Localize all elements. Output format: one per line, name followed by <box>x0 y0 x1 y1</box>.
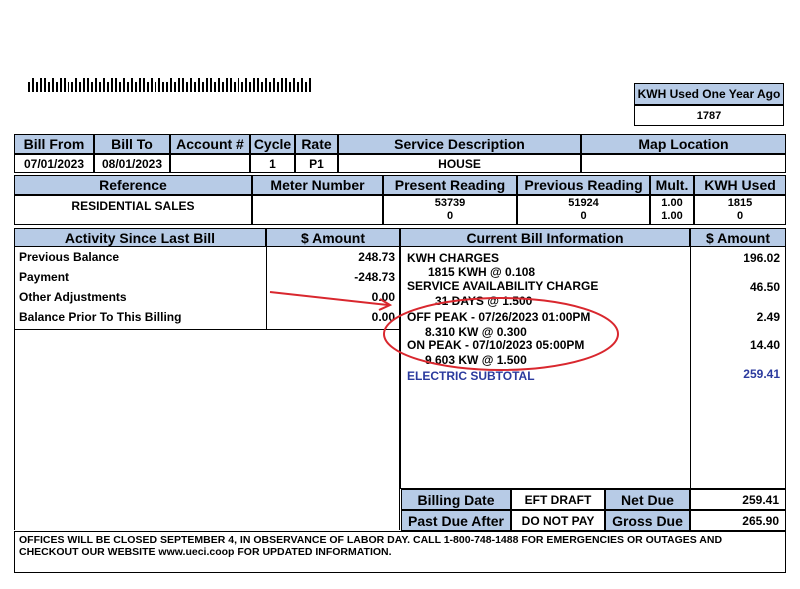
gross-due-value: 265.90 <box>690 510 786 531</box>
gross-due-label: Gross Due <box>605 510 690 531</box>
notice-text: OFFICES WILL BE CLOSED SEPTEMBER 4, IN OBSERVANCE OF LABOR DAY. CALL 1-800-748-1488 FOR EMERGENCIES OR OUTAGES AND CHECKOUT OUR WEBSITE www.ueci.coop FOR UPDATED INFORMATION. <box>14 531 786 573</box>
account-header: Account # <box>170 134 250 154</box>
kwh-year-ago-label: KWH Used One Year Ago <box>634 83 784 105</box>
past-due-label: Past Due After <box>401 510 511 531</box>
activity-row-amount: -248.73 <box>354 270 395 284</box>
billing-date-label: Billing Date <box>401 489 511 510</box>
mult-2: 1.00 <box>661 210 683 222</box>
net-due-label: Net Due <box>605 489 690 510</box>
off-peak-detail: 8.310 KW @ 0.300 <box>425 325 527 339</box>
net-due-value: 259.41 <box>690 489 786 510</box>
bill-to-value: 08/01/2023 <box>94 154 170 173</box>
mult-1: 1.00 <box>661 197 683 209</box>
current-bill-header: Current Bill Information <box>400 228 690 247</box>
activity-amount-header: $ Amount <box>266 228 400 247</box>
map-location-header: Map Location <box>581 134 786 154</box>
previous-reading-2: 0 <box>580 210 587 222</box>
previous-reading-1: 51924 <box>568 197 599 209</box>
present-reading-header: Present Reading <box>383 175 517 195</box>
kwh-used-1: 1815 <box>727 197 753 209</box>
meter-number-header: Meter Number <box>252 175 383 195</box>
current-amount-header: $ Amount <box>690 228 786 247</box>
bill-to-header: Bill To <box>94 134 170 154</box>
red-circle-icon <box>384 298 618 370</box>
activity-row-label: Other Adjustments <box>19 290 127 304</box>
electric-subtotal-amount: 259.41 <box>743 367 780 381</box>
service-description-value: HOUSE <box>338 154 581 173</box>
present-reading-1: 53739 <box>434 197 466 209</box>
kwh-used-2: 0 <box>736 210 744 222</box>
reference-header: Reference <box>14 175 252 195</box>
activity-row-amount: 0.00 <box>371 310 395 324</box>
kwh-charges-detail: 1815 KWH @ 0.108 <box>428 265 536 279</box>
off-peak-amount: 2.49 <box>756 310 780 324</box>
activity-row-amount: 0.00 <box>371 290 395 304</box>
previous-reading-header: Previous Reading <box>517 175 650 195</box>
bill-from-value: 07/01/2023 <box>14 154 94 173</box>
on-peak-label: ON PEAK - 07/10/2023 05:00PM <box>407 338 585 352</box>
rate-header: Rate <box>295 134 338 154</box>
service-charge-label: SERVICE AVAILABILITY CHARGE <box>407 279 599 293</box>
reference-value: RESIDENTIAL SALES <box>14 195 252 225</box>
past-due-value: DO NOT PAY <box>511 510 605 531</box>
cycle-header: Cycle <box>250 134 295 154</box>
kwh-charges-label: KWH CHARGES <box>407 251 499 265</box>
rate-value: P1 <box>295 154 338 173</box>
kwh-charges-amount: 196.02 <box>743 251 780 265</box>
activity-row-label: Balance Prior To This Billing <box>19 310 182 324</box>
cycle-value: 1 <box>250 154 295 173</box>
on-peak-amount: 14.40 <box>749 338 780 352</box>
present-reading-2: 0 <box>446 210 454 222</box>
electric-subtotal-label: ELECTRIC SUBTOTAL <box>407 369 535 383</box>
service-charge-amount: 46.50 <box>749 280 780 294</box>
kwh-used-header: KWH Used <box>694 175 786 195</box>
off-peak-label: OFF PEAK - 07/26/2023 01:00PM <box>407 310 591 324</box>
mult-header: Mult. <box>650 175 694 195</box>
billing-date-value: EFT DRAFT <box>511 489 605 510</box>
bill-from-header: Bill From <box>14 134 94 154</box>
activity-row-label: Payment <box>19 270 70 284</box>
red-arrow-icon <box>270 292 388 305</box>
activity-row-amount: 248.73 <box>358 250 395 264</box>
activity-header: Activity Since Last Bill <box>14 228 266 247</box>
on-peak-detail: 9.603 KW @ 1.500 <box>425 353 527 367</box>
kwh-year-ago-value: 1787 <box>634 105 784 126</box>
service-charge-detail: 31 DAYS @ 1.500 <box>435 294 533 308</box>
activity-row-label: Previous Balance <box>19 250 120 264</box>
service-description-header: Service Description <box>338 134 581 154</box>
